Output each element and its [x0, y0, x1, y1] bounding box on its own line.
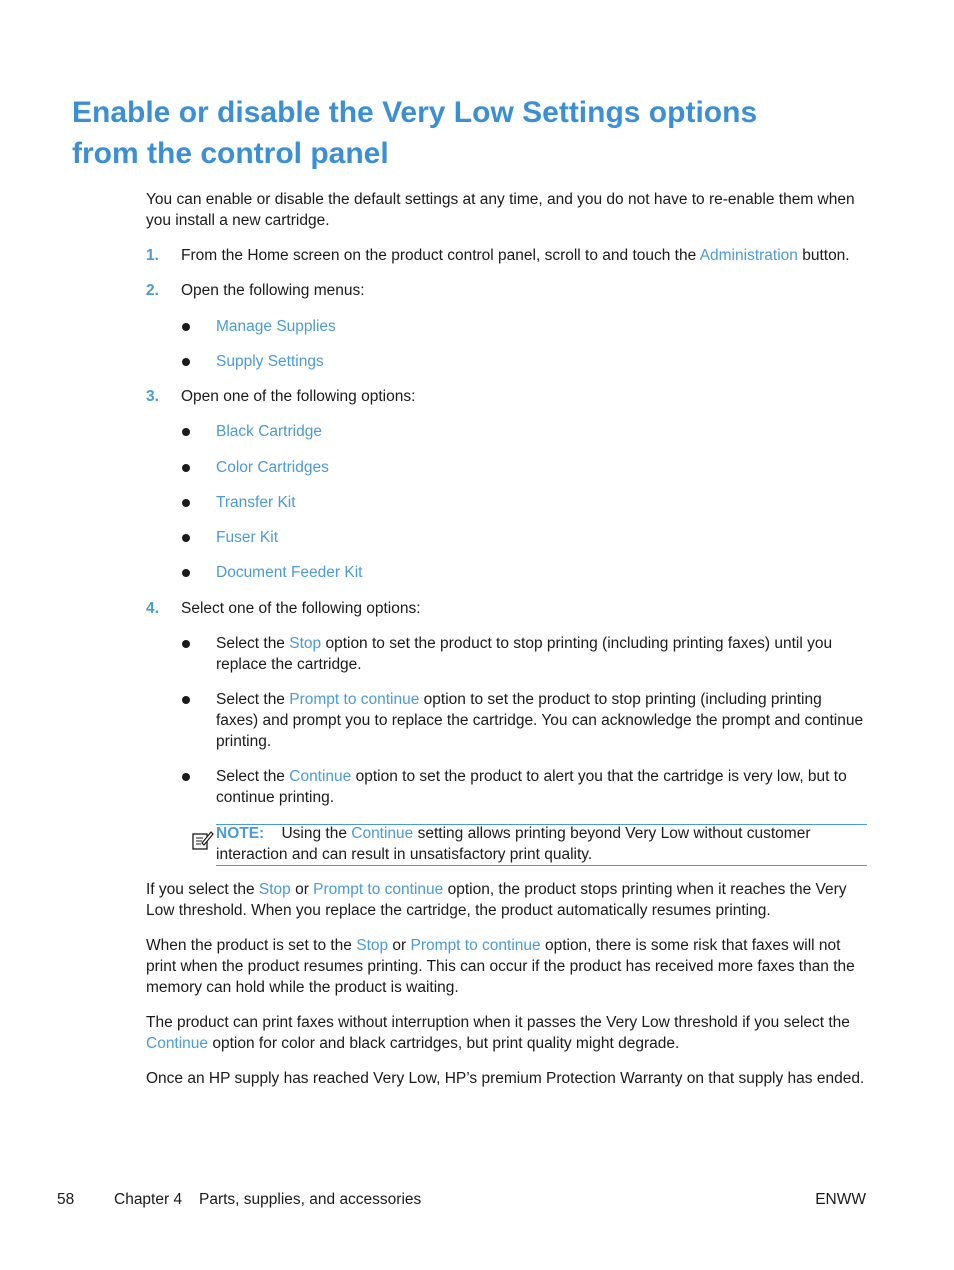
para-1-a: If you select the	[146, 881, 259, 898]
intro-paragraph: You can enable or disable the default settings at any time, and you do not have to re-enable them when you install a new cartridge.	[146, 191, 855, 229]
footer-enww: ENWW	[815, 1191, 866, 1208]
bullet-icon	[182, 464, 190, 472]
paragraph-stop-prompt	[146, 879, 866, 921]
option-black-cartridge[interactable]: Black Cartridge	[216, 423, 322, 440]
para-3-c: option for color and black cartridges, but print quality might degrade.	[208, 1035, 680, 1052]
menu-item-manage-supplies[interactable]: Manage Supplies	[216, 318, 336, 335]
note-label: NOTE:	[216, 825, 265, 842]
step-4-text: Select one of the following options:	[181, 600, 421, 617]
option-stop-pre: Select the	[216, 635, 290, 652]
administration-link[interactable]: Administration	[699, 247, 798, 264]
option-stop-description	[216, 633, 864, 675]
page-title-line-1: Enable or disable the Very Low Settings options	[72, 96, 758, 129]
para-1-b: or	[290, 881, 314, 898]
paragraph-fax-continue	[146, 1012, 866, 1054]
option-continue-description	[216, 766, 864, 808]
page-title	[72, 92, 892, 174]
option-continue-pre: Select the	[216, 768, 290, 785]
continue-link[interactable]: Continue	[289, 768, 352, 785]
note-box	[188, 824, 867, 866]
option-stop-post: option to set the product to stop printing (including printing faxes) until you replace the cartridge.	[216, 635, 833, 673]
step-4-number: 4.	[146, 600, 159, 617]
bullet-icon	[182, 696, 190, 704]
option-continue-post: option to set the product to alert you that the cartridge is very low, but to continue printing.	[216, 768, 847, 806]
step-1-pre: From the Home screen on the product control panel, scroll to and touch the	[181, 247, 700, 264]
para-2-b: or	[388, 937, 411, 954]
step-1-number: 1.	[146, 247, 159, 264]
para-1-prompt-link[interactable]: Prompt to continue	[313, 881, 444, 898]
note-continue-link[interactable]: Continue	[351, 825, 414, 842]
prompt-to-continue-link[interactable]: Prompt to continue	[289, 691, 420, 708]
bullet-icon	[182, 773, 190, 781]
note-text	[216, 823, 856, 865]
paragraph-fax-risk	[146, 935, 866, 998]
paragraph-warranty: Once an HP supply has reached Very Low, HP’s premium Protection Warranty on that supply has ended.	[146, 1070, 865, 1087]
para-1-c: option, the product stops printing when it reaches the Very Low threshold. When you replace the cartridge, the product automatically resumes printing.	[146, 881, 847, 919]
bullet-icon	[182, 640, 190, 648]
step-1-post: button.	[797, 247, 850, 264]
bullet-icon	[182, 534, 190, 542]
note-post: setting allows printing beyond Very Low without customer interaction and can result in unsatisfactory print quality.	[216, 825, 811, 863]
para-2-prompt-link[interactable]: Prompt to continue	[410, 937, 541, 954]
option-prompt-pre: Select the	[216, 691, 290, 708]
para-1-stop-link[interactable]: Stop	[258, 881, 291, 898]
option-fuser-kit[interactable]: Fuser Kit	[216, 529, 279, 546]
bullet-icon	[182, 569, 190, 577]
footer-page-number: 58	[57, 1191, 75, 1208]
option-transfer-kit[interactable]: Transfer Kit	[216, 494, 296, 511]
menu-item-supply-settings[interactable]: Supply Settings	[216, 353, 324, 370]
step-3-text: Open one of the following options:	[181, 388, 416, 405]
para-3-continue-link[interactable]: Continue	[146, 1035, 209, 1052]
option-prompt-post: option to set the product to stop printing (including printing faxes) and prompt you to replace the cartridge. You can acknowledge the prompt and continue printing.	[216, 691, 864, 750]
step-3-number: 3.	[146, 388, 159, 405]
step-2-number: 2.	[146, 282, 159, 299]
stop-link[interactable]: Stop	[289, 635, 322, 652]
para-2-c: option, there is some risk that faxes will not print when the product resumes printing. This can occur if the product has received more faxes than the memory can hold while the product is waiting.	[146, 937, 855, 996]
para-3-a: The product can print faxes without interruption when it passes the Very Low threshold if you select the	[146, 1014, 850, 1031]
note-icon	[190, 828, 214, 852]
bullet-icon	[182, 323, 190, 331]
bullet-icon	[182, 358, 190, 366]
bullet-icon	[182, 499, 190, 507]
note-pre: Using the	[281, 825, 352, 842]
footer-section: Parts, supplies, and accessories	[199, 1191, 422, 1208]
step-2-text: Open the following menus:	[181, 282, 365, 299]
option-color-cartridges[interactable]: Color Cartridges	[216, 459, 329, 476]
para-2-a: When the product is set to the	[146, 937, 357, 954]
option-prompt-description	[216, 689, 864, 752]
note-divider-bottom	[216, 865, 867, 866]
option-document-feeder-kit[interactable]: Document Feeder Kit	[216, 564, 363, 581]
step-1-text	[181, 245, 871, 266]
page-title-line-2: from the control panel	[72, 137, 389, 170]
bullet-icon	[182, 428, 190, 436]
footer-chapter: Chapter 4	[114, 1191, 183, 1208]
para-2-stop-link[interactable]: Stop	[356, 937, 389, 954]
